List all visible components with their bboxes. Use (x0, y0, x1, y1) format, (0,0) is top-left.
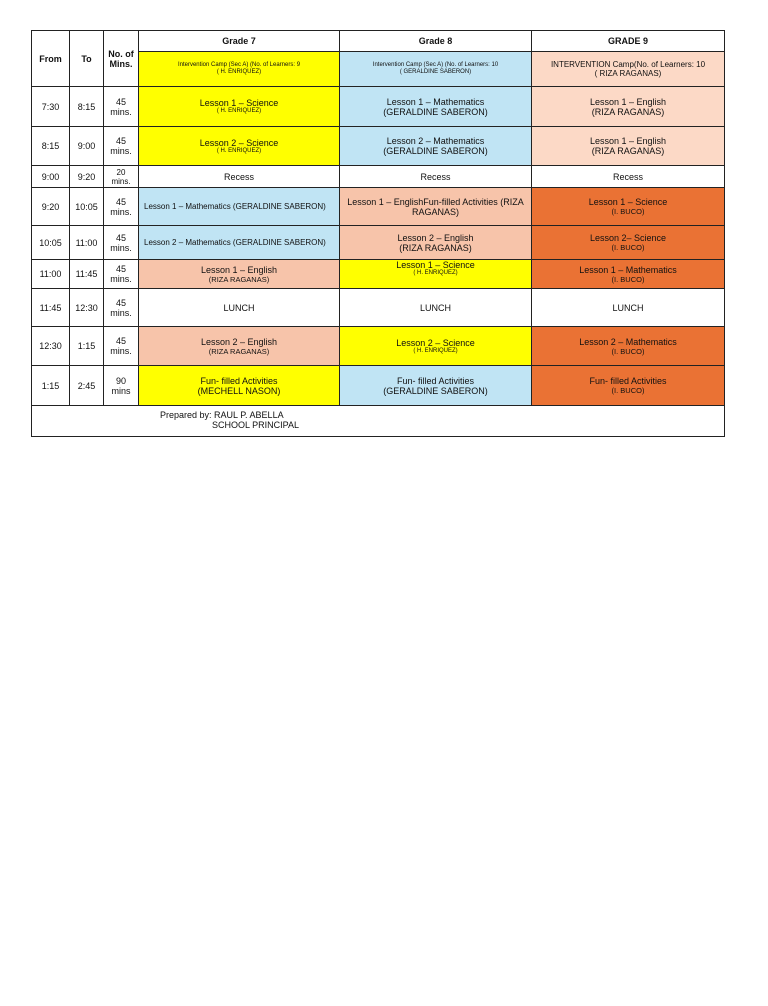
cell-grade9: Lesson 2 – Mathematics (I. BUCO) (532, 327, 725, 366)
cell-grade8: Lesson 1 – Mathematics (GERALDINE SABERON) (340, 87, 532, 127)
header-grade9: GRADE 9 (532, 31, 725, 52)
cell-grade8: Lesson 2 – Science ( H. ENRIQUEZ) (340, 327, 532, 366)
cell-mins: 45 mins. (104, 289, 139, 327)
cell-from: 9:00 (32, 166, 70, 188)
cell-grade8: LUNCH (340, 289, 532, 327)
cell-grade9: Lesson 2– Science (I. BUCO) (532, 226, 725, 260)
cell-grade8: Lesson 1 – Science ( H. ENRIQUEZ) (340, 260, 532, 289)
table-row (32, 289, 725, 327)
cell-to: 9:20 (70, 166, 104, 188)
cell-mins: 45 mins. (104, 87, 139, 127)
cell-to: 12:30 (70, 289, 104, 327)
cell-grade7: Lesson 1 – English (RIZA RAGANAS) (139, 260, 340, 289)
cell-grade9: Recess (532, 166, 725, 188)
cell-grade9: Lesson 1 – English (RIZA RAGANAS) (532, 87, 725, 127)
cell-grade9: Fun- filled Activities (I. BUCO) (532, 366, 725, 406)
table-row (32, 366, 725, 406)
cell-from: 12:30 (32, 327, 70, 366)
cell-from: 9:20 (32, 188, 70, 226)
cell-from: 11:45 (32, 289, 70, 327)
table-row (32, 166, 725, 188)
cell-grade7: Lesson 2 – English (RIZA RAGANAS) (139, 327, 340, 366)
cell-grade9: INTERVENTION Camp(No. of Learners: 10 ( RIZA RAGANAS) (532, 52, 725, 87)
table-row (32, 260, 725, 289)
table-row (32, 226, 725, 260)
cell-from: 11:00 (32, 260, 70, 289)
header-mins: No. of Mins. (104, 31, 139, 87)
cell-mins: 45 mins. (104, 327, 139, 366)
cell-from: 7:30 (32, 87, 70, 127)
cell-grade9: LUNCH (532, 289, 725, 327)
cell-to: 2:45 (70, 366, 104, 406)
cell-mins: 90 mins (104, 366, 139, 406)
prepared-by-block (32, 406, 725, 437)
cell-grade8: Fun- filled Activities (GERALDINE SABERON) (340, 366, 532, 406)
cell-grade8: Lesson 2 – English (RIZA RAGANAS) (340, 226, 532, 260)
cell-grade8: Recess (340, 166, 532, 188)
header-from: From (32, 31, 70, 87)
table-row (32, 87, 725, 127)
cell-grade9: Lesson 1 – Science (I. BUCO) (532, 188, 725, 226)
header-to: To (70, 31, 104, 87)
prepared-by: Prepared by: RAUL P. ABELLA (160, 410, 284, 420)
cell-mins: 45 mins. (104, 226, 139, 260)
cell-from: 10:05 (32, 226, 70, 260)
table-row (32, 188, 725, 226)
cell-to: 1:15 (70, 327, 104, 366)
cell-mins: 45 mins. (104, 260, 139, 289)
cell-from: 8:15 (32, 127, 70, 166)
table-header-row (32, 31, 725, 52)
cell-grade7: Lesson 2 – Science ( H. ENRIQUEZ) (139, 127, 340, 166)
cell-grade7: Lesson 1 – Science ( H. ENRIQUEZ) (139, 87, 340, 127)
cell-grade8: Lesson 1 – EnglishFun-filled Activities (RIZA RAGANAS) (340, 188, 532, 226)
cell-grade7: Lesson 1 – Mathematics (GERALDINE SABERON) (139, 188, 340, 226)
cell-grade9: Lesson 1 – English (RIZA RAGANAS) (532, 127, 725, 166)
cell-to: 8:15 (70, 87, 104, 127)
footer-row (32, 406, 725, 437)
cell-grade7: Fun- filled Activities (MECHELL NASON) (139, 366, 340, 406)
cell-grade7: LUNCH (139, 289, 340, 327)
cell-grade8: Lesson 2 – Mathematics (GERALDINE SABERON) (340, 127, 532, 166)
cell-to: 9:00 (70, 127, 104, 166)
principal-title: SCHOOL PRINCIPAL (212, 420, 300, 430)
cell-mins: 20 mins. (104, 166, 139, 188)
class-schedule-table (31, 30, 725, 437)
cell-grade8: Intervention Camp (Sec A) (No. of Learners: 10 ( GERALDINE SABERON) (340, 52, 532, 87)
table-row (32, 327, 725, 366)
cell-to: 10:05 (70, 188, 104, 226)
cell-grade7: Intervention Camp (Sec A) (No. of Learners: 9 ( H. ENRIQUEZ) (139, 52, 340, 87)
cell-to: 11:00 (70, 226, 104, 260)
header-grade7: Grade 7 (139, 31, 340, 52)
cell-grade7: Lesson 2 – Mathematics (GERALDINE SABERON) (139, 226, 340, 260)
header-grade8: Grade 8 (340, 31, 532, 52)
table-row (32, 127, 725, 166)
cell-from: 1:15 (32, 366, 70, 406)
cell-mins: 45 mins. (104, 127, 139, 166)
cell-to: 11:45 (70, 260, 104, 289)
cell-mins: 45 mins. (104, 188, 139, 226)
cell-grade9: Lesson 1 – Mathematics (I. BUCO) (532, 260, 725, 289)
cell-grade7: Recess (139, 166, 340, 188)
